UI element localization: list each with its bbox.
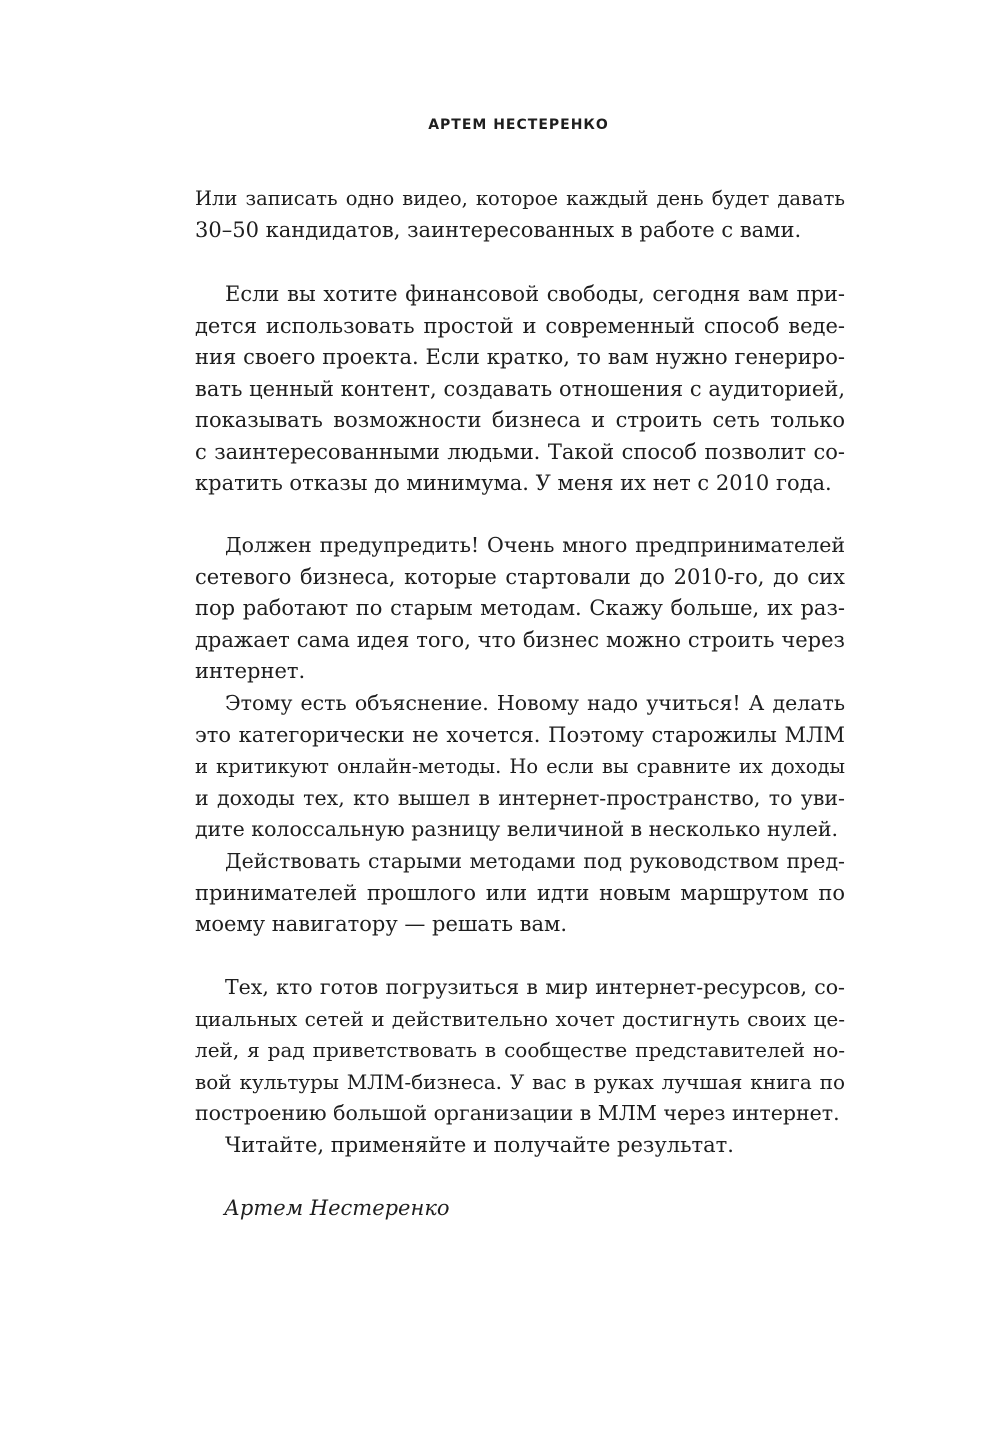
text-line: это категорически не хочется. Поэтому старожилы МЛМ: [195, 722, 845, 747]
text-block-6: [195, 972, 845, 1161]
text-line: интернет.: [195, 659, 306, 683]
text-block-5: [195, 846, 845, 941]
text-line: Тех, кто готов погрузиться в мир интернет-ресурсов, со-: [225, 975, 845, 999]
text-block-1: [195, 183, 845, 246]
text-line: вать ценный контент, создавать отношения с аудиторией,: [195, 376, 845, 401]
text-line: 30–50 кандидатов, заинтересованных в работе с вами.: [195, 217, 802, 242]
text-line: Должен предупредить! Очень много предпринимателей: [225, 533, 845, 557]
running-head: АРТЕМ НЕСТЕРЕНКО: [428, 117, 609, 133]
text-line: и критикуют онлайн-методы. Но если вы сравните их доходы: [195, 755, 845, 778]
text-line: пор работают по старым методам. Скажу больше, их раз-: [195, 596, 845, 620]
text-line: сетевого бизнеса, которые стартовали до 2010-го, до сих: [195, 564, 845, 589]
text-line: показывать возможности бизнеса и строить сеть только: [195, 408, 845, 432]
text-block-4: [195, 688, 845, 846]
text-line: Или записать одно видео, которое каждый день будет давать: [195, 187, 845, 210]
text-line: моему навигатору — решать вам.: [195, 912, 568, 936]
text-line: Если вы хотите финансовой свободы, сегодня вам при-: [225, 282, 845, 306]
text-line: и доходы тех, кто вышел в интернет-пространство, то уви-: [195, 785, 845, 810]
text-line: дите колоссальную разницу величиной в несколько нулей.: [195, 817, 839, 841]
text-line: построению большой организации в МЛМ через интернет.: [195, 1101, 840, 1125]
text-line: кратить отказы до минимума. У меня их нет с 2010 года.: [195, 471, 832, 495]
text-line: дется использовать простой и современный способ веде-: [195, 313, 845, 338]
text-line: принимателей прошлого или идти новым маршрутом по: [195, 880, 845, 905]
author-signature: Артем Нестеренко: [224, 1196, 450, 1220]
text-line: лей, я рад приветствовать в сообществе представителей но-: [195, 1038, 845, 1062]
text-line: Этому есть объяснение. Новому надо учиться! А делать: [225, 691, 845, 715]
text-line: циальных сетей и действительно хочет достигнуть своих це-: [195, 1006, 845, 1031]
text-block-2: [195, 279, 845, 500]
text-line: дражает сама идея того, что бизнес можно строить через: [195, 627, 845, 652]
text-line: вой культуры МЛМ-бизнеса. У вас в руках лучшая книга по: [195, 1069, 845, 1094]
text-line: Действовать старыми методами под руководством пред-: [225, 849, 845, 873]
text-line: Читайте, применяйте и получайте результат.: [225, 1132, 734, 1157]
text-line: с заинтересованными людьми. Такой способ позволит со-: [195, 439, 845, 464]
text-line: ния своего проекта. Если кратко, то вам нужно генериро-: [195, 345, 845, 369]
text-block-3: [195, 530, 845, 688]
